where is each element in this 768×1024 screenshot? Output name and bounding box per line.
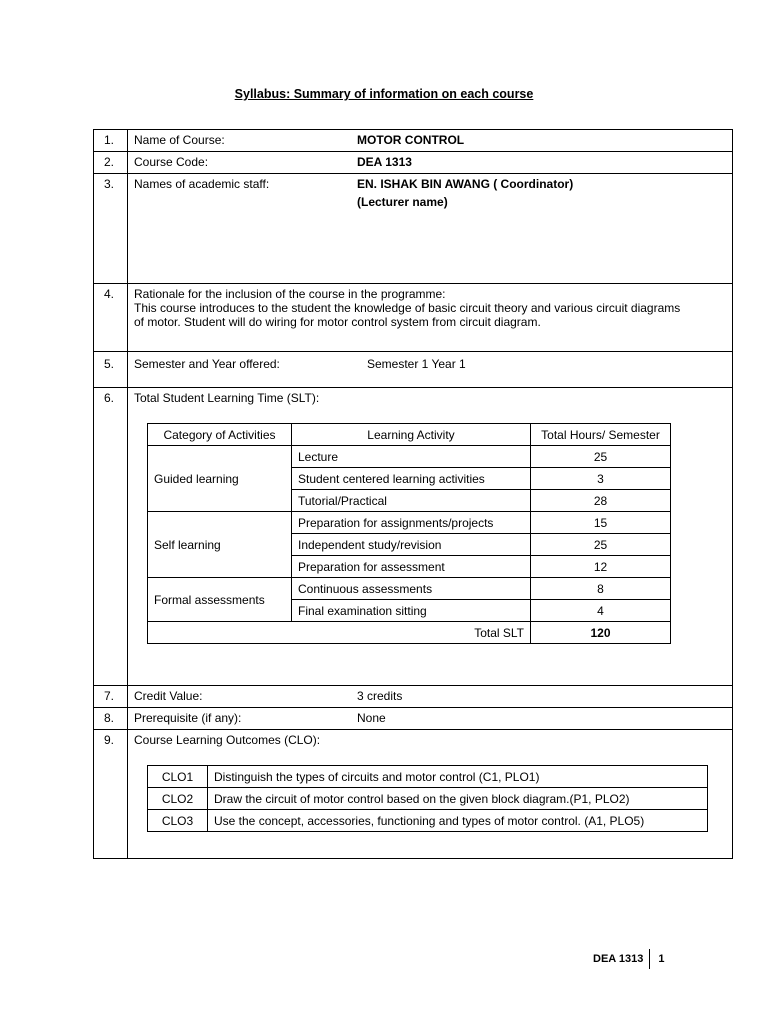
row-course-code [94,152,733,174]
row-number: 4. [94,284,128,352]
slt-activity: Preparation for assignments/projects [292,512,531,534]
slt-activity: Tutorial/Practical [292,490,531,512]
clo-text: Draw the circuit of motor control based on the given block diagram.(P1, PLO2) [208,788,708,810]
lecturer-value: (Lecturer name) [357,195,448,209]
table-row [148,766,708,788]
prerequisite-value: None [357,711,386,725]
row-academic-staff [94,174,733,284]
clo-code: CLO1 [148,766,208,788]
row-slt [94,388,733,686]
row-number: 6. [94,388,128,686]
rationale-text: of motor. Student will do wiring for motor control system from circuit diagram. [134,315,541,329]
field-label: Total Student Learning Time (SLT): [134,391,320,405]
footer-divider [649,949,650,969]
row-credit [94,686,733,708]
table-row [148,788,708,810]
field-label: Course Code: [134,155,209,169]
clo-code: CLO2 [148,788,208,810]
field-label: Names of academic staff: [134,177,270,191]
slt-table [147,423,671,644]
clo-text: Distinguish the types of circuits and motor control (C1, PLO1) [208,766,708,788]
field-label: Name of Course: [134,133,225,147]
slt-activity: Independent study/revision [292,534,531,556]
slt-activity: Continuous assessments [292,578,531,600]
row-rationale [94,284,733,352]
syllabus-table [93,129,733,859]
slt-hours: 15 [531,512,671,534]
slt-total-value: 120 [531,622,671,644]
table-row [148,446,671,468]
slt-header-cell: Learning Activity [292,424,531,446]
slt-header-cell: Category of Activities [148,424,292,446]
slt-hours: 25 [531,534,671,556]
slt-hours: 4 [531,600,671,622]
page-footer [593,949,664,969]
slt-hours: 3 [531,468,671,490]
clo-table [147,765,708,832]
slt-hours: 28 [531,490,671,512]
slt-activity: Final examination sitting [292,600,531,622]
row-number: 8. [94,708,128,730]
field-label: Prerequisite (if any): [134,711,242,725]
clo-code: CLO3 [148,810,208,832]
clo-text: Use the concept, accessories, functioning and types of motor control. (A1, PLO5) [208,810,708,832]
document-title: Syllabus: Summary of information on each course [234,87,534,101]
row-number: 5. [94,352,128,388]
field-label: Course Learning Outcomes (CLO): [134,733,321,747]
rationale-text: This course introduces to the student the knowledge of basic circuit theory and various circuit diagrams [134,301,681,315]
slt-activity: Preparation for assessment [292,556,531,578]
slt-header-row [148,424,671,446]
slt-hours: 8 [531,578,671,600]
staff-value: EN. ISHAK BIN AWANG ( Coordinator) [357,177,574,191]
row-course-name [94,130,733,152]
row-semester [94,352,733,388]
slt-category: Self learning [148,512,292,578]
table-row [148,578,671,600]
slt-category: Guided learning [148,446,292,512]
slt-total-label: Total SLT [148,622,531,644]
row-number: 3. [94,174,128,284]
table-row [148,512,671,534]
page-number: 1 [658,953,665,965]
credit-value: 3 credits [357,689,403,703]
row-number: 9. [94,730,128,859]
slt-hours: 25 [531,446,671,468]
slt-total-row [148,622,671,644]
course-code-value: DEA 1313 [357,155,412,169]
slt-activity: Student centered learning activities [292,468,531,490]
row-prerequisite [94,708,733,730]
slt-activity: Lecture [292,446,531,468]
table-row [148,810,708,832]
field-label: Semester and Year offered: [134,357,280,371]
row-number: 7. [94,686,128,708]
row-number: 2. [94,152,128,174]
slt-category: Formal assessments [148,578,292,622]
slt-header-cell: Total Hours/ Semester [531,424,671,446]
course-name-value: MOTOR CONTROL [357,133,465,147]
slt-hours: 12 [531,556,671,578]
row-number: 1. [94,130,128,152]
field-label: Rationale for the inclusion of the course in the programme: [134,287,446,301]
footer-course-code: DEA 1313 [593,953,644,965]
field-label: Credit Value: [134,689,203,703]
row-clo [94,730,733,859]
semester-value: Semester 1 Year 1 [367,357,466,371]
